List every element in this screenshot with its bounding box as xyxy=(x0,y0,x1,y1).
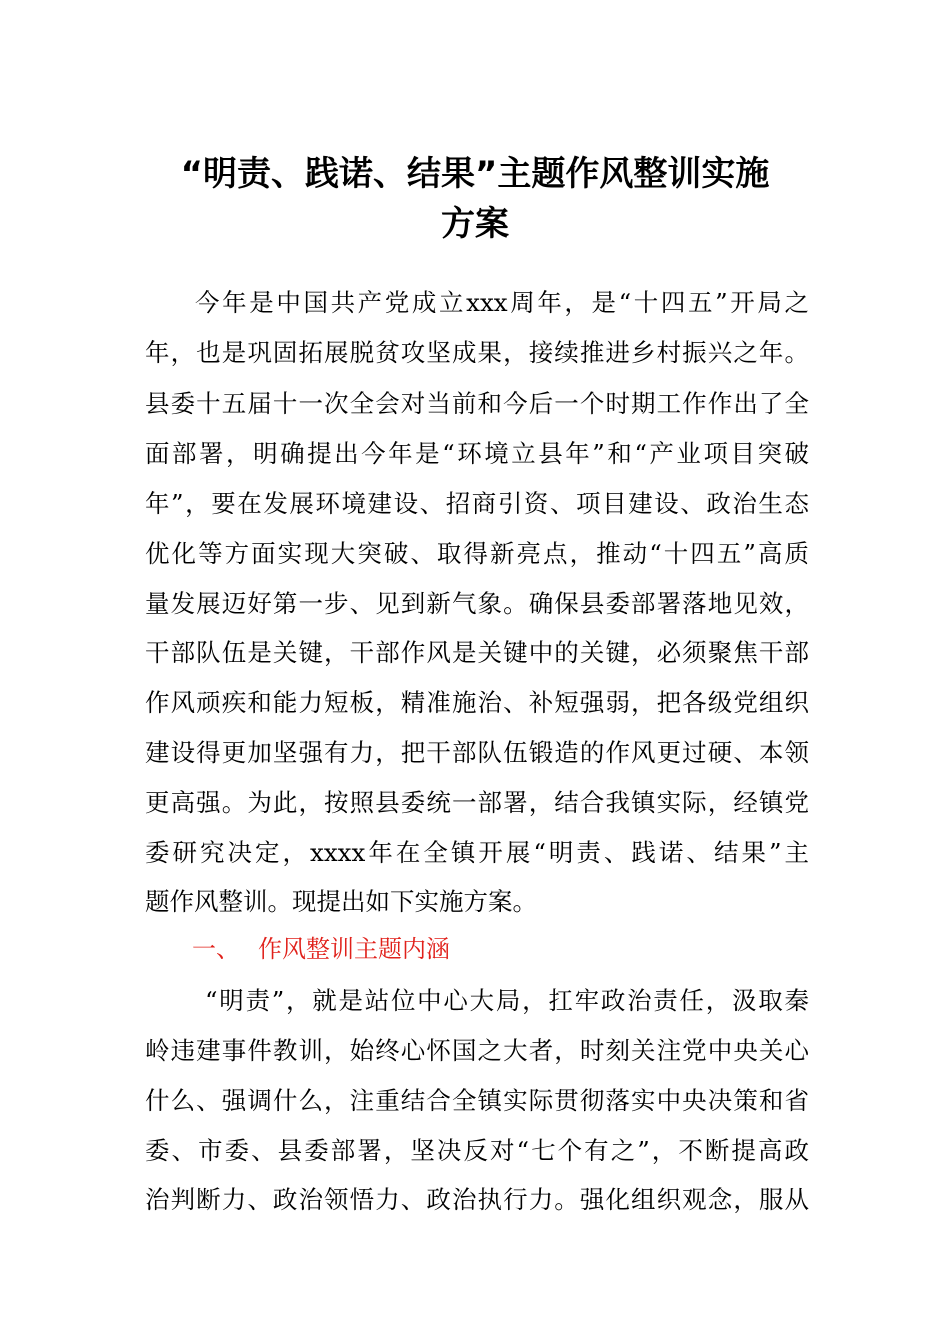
document-title-line-1: “明责、践诺、结果”主题作风整训实施 xyxy=(180,154,770,194)
paragraph-line: 优化等方面实现大突破、取得新亮点，推动“十四五”高质 xyxy=(145,539,809,568)
paragraph-line: 年”，要在发展环境建设、招商引资、项目建设、政治生态 xyxy=(145,489,809,518)
paragraph-line: 题作风整训。现提出如下实施方案。 xyxy=(145,887,537,916)
paragraph-line: 委研究决定，xxxx年在全镇开展“明责、践诺、结果”主 xyxy=(145,838,809,867)
paragraph-line: 治判断力、政治领悟力、政治执行力。强化组织观念，服从 xyxy=(145,1185,809,1214)
paragraph-line: 更高强。为此，按照县委统一部署，结合我镇实际，经镇党 xyxy=(145,788,809,817)
paragraph-line: 今年是中国共产党成立xxx周年，是“十四五”开局之 xyxy=(195,288,809,317)
section-heading-text: 作风整训主题内涵 xyxy=(258,935,450,963)
paragraph-line: 县委十五届十一次全会对当前和今后一个时期工作作出了全 xyxy=(145,389,809,418)
section-heading xyxy=(192,934,450,964)
section-heading-number: 一、 xyxy=(192,935,240,963)
paragraph-line: “明责”，就是站位中心大局，扛牢政治责任，汲取秦 xyxy=(205,986,809,1015)
paragraph-line: 年，也是巩固拓展脱贫攻坚成果，接续推进乡村振兴之年。 xyxy=(145,338,809,367)
paragraph-line: 委、市委、县委部署，坚决反对“七个有之”，不断提高政 xyxy=(145,1136,809,1165)
paragraph-line: 岭违建事件教训，始终心怀国之大者，时刻关注党中央关心 xyxy=(145,1036,809,1065)
paragraph-line: 量发展迈好第一步、见到新气象。确保县委部署落地见效， xyxy=(145,589,809,618)
paragraph-line: 什么、强调什么，注重结合全镇实际贯彻落实中央决策和省 xyxy=(145,1086,809,1115)
paragraph-line: 作风顽疾和能力短板，精准施治、补短强弱，把各级党组织 xyxy=(145,688,809,717)
paragraph-line: 面部署，明确提出今年是“环境立县年”和“产业项目突破 xyxy=(145,439,809,468)
document-title-line-2: 方案 xyxy=(441,204,509,244)
paragraph-line: 建设得更加坚强有力，把干部队伍锻造的作风更过硬、本领 xyxy=(145,738,809,767)
paragraph-line: 干部队伍是关键，干部作风是关键中的关键，必须聚焦干部 xyxy=(145,638,809,667)
